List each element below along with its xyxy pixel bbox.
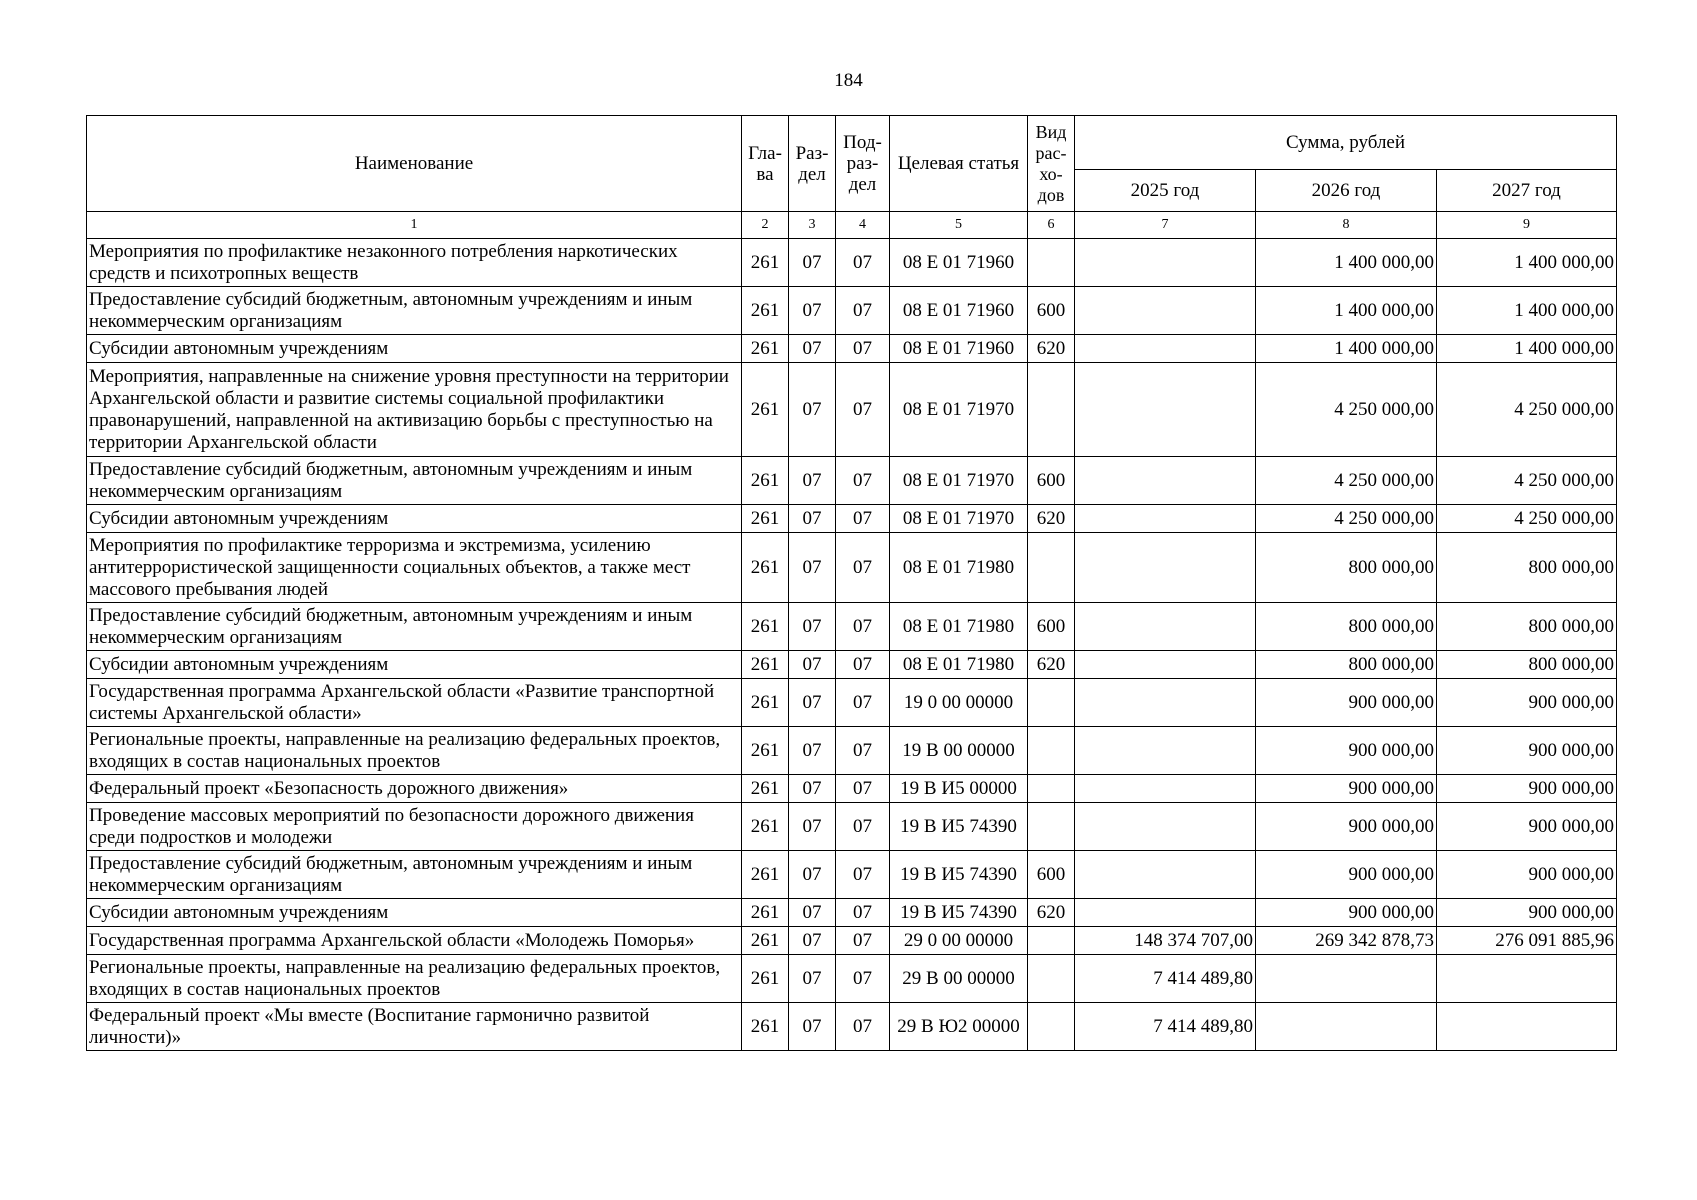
row-razdel: 07 xyxy=(789,803,836,851)
row-amount-2026 xyxy=(1256,955,1437,1003)
row-vid xyxy=(1028,927,1075,955)
row-amount-2026: 900 000,00 xyxy=(1256,679,1437,727)
row-amount-2025 xyxy=(1075,335,1256,363)
row-tselevaya: 29 В Ю2 00000 xyxy=(890,1003,1028,1051)
row-razdel: 07 xyxy=(789,239,836,287)
column-number: 7 xyxy=(1075,212,1256,239)
row-glava: 261 xyxy=(742,927,789,955)
column-number: 4 xyxy=(836,212,890,239)
row-amount-2025 xyxy=(1075,651,1256,679)
row-amount-2026: 1 400 000,00 xyxy=(1256,287,1437,335)
row-name: Государственная программа Архангельской области «Молодежь Поморья» xyxy=(87,927,742,955)
table-row xyxy=(87,651,1617,679)
row-amount-2025 xyxy=(1075,899,1256,927)
row-glava: 261 xyxy=(742,1003,789,1051)
row-glava: 261 xyxy=(742,533,789,603)
row-podrazdel: 07 xyxy=(836,287,890,335)
row-amount-2026: 900 000,00 xyxy=(1256,851,1437,899)
row-amount-2025 xyxy=(1075,803,1256,851)
row-amount-2025 xyxy=(1075,679,1256,727)
row-amount-2025 xyxy=(1075,363,1256,457)
row-vid xyxy=(1028,363,1075,457)
row-razdel: 07 xyxy=(789,1003,836,1051)
row-name: Предоставление субсидий бюджетным, автономным учреждениям и иным некоммерческим организациям xyxy=(87,851,742,899)
header-year-2027: 2027 год xyxy=(1437,170,1617,212)
row-amount-2027: 1 400 000,00 xyxy=(1437,239,1617,287)
row-glava: 261 xyxy=(742,679,789,727)
row-vid xyxy=(1028,239,1075,287)
row-glava: 261 xyxy=(742,363,789,457)
row-podrazdel: 07 xyxy=(836,603,890,651)
row-amount-2027: 900 000,00 xyxy=(1437,727,1617,775)
row-podrazdel: 07 xyxy=(836,851,890,899)
row-tselevaya: 19 В И5 74390 xyxy=(890,803,1028,851)
row-podrazdel: 07 xyxy=(836,239,890,287)
row-amount-2025 xyxy=(1075,533,1256,603)
row-vid xyxy=(1028,679,1075,727)
row-amount-2025 xyxy=(1075,727,1256,775)
row-glava: 261 xyxy=(742,505,789,533)
row-glava: 261 xyxy=(742,651,789,679)
table-row xyxy=(87,505,1617,533)
row-glava: 261 xyxy=(742,955,789,1003)
row-tselevaya: 19 В И5 74390 xyxy=(890,899,1028,927)
row-amount-2027: 800 000,00 xyxy=(1437,651,1617,679)
row-vid: 620 xyxy=(1028,651,1075,679)
table-row xyxy=(87,679,1617,727)
row-vid: 620 xyxy=(1028,505,1075,533)
row-razdel: 07 xyxy=(789,927,836,955)
row-amount-2027: 1 400 000,00 xyxy=(1437,335,1617,363)
row-name: Государственная программа Архангельской области «Развитие транспортной системы Архангельской области» xyxy=(87,679,742,727)
table-row xyxy=(87,927,1617,955)
column-number: 3 xyxy=(789,212,836,239)
row-amount-2025 xyxy=(1075,851,1256,899)
row-tselevaya: 08 Е 01 71960 xyxy=(890,287,1028,335)
row-podrazdel: 07 xyxy=(836,927,890,955)
header-podrazdel: Под- раз- дел xyxy=(836,116,890,212)
row-name: Предоставление субсидий бюджетным, автономным учреждениям и иным некоммерческим организациям xyxy=(87,287,742,335)
table-row xyxy=(87,363,1617,457)
row-razdel: 07 xyxy=(789,651,836,679)
row-amount-2026: 4 250 000,00 xyxy=(1256,505,1437,533)
row-amount-2026: 1 400 000,00 xyxy=(1256,335,1437,363)
row-amount-2027: 1 400 000,00 xyxy=(1437,287,1617,335)
row-amount-2027: 276 091 885,96 xyxy=(1437,927,1617,955)
row-amount-2026: 900 000,00 xyxy=(1256,727,1437,775)
row-vid: 600 xyxy=(1028,851,1075,899)
row-tselevaya: 19 В И5 74390 xyxy=(890,851,1028,899)
row-amount-2026 xyxy=(1256,1003,1437,1051)
row-amount-2025 xyxy=(1075,457,1256,505)
row-tselevaya: 08 Е 01 71970 xyxy=(890,457,1028,505)
row-amount-2026: 4 250 000,00 xyxy=(1256,363,1437,457)
table-body xyxy=(87,239,1617,1051)
table-row xyxy=(87,533,1617,603)
row-podrazdel: 07 xyxy=(836,363,890,457)
row-tselevaya: 29 В 00 00000 xyxy=(890,955,1028,1003)
row-amount-2025 xyxy=(1075,775,1256,803)
row-amount-2027: 900 000,00 xyxy=(1437,679,1617,727)
row-podrazdel: 07 xyxy=(836,775,890,803)
row-name: Мероприятия, направленные на снижение уровня преступности на территории Архангельской области и развитие системы социальной профилактики правонарушений, направленной на активизацию борьбы с преступностью на территории Архангельской области xyxy=(87,363,742,457)
row-razdel: 07 xyxy=(789,899,836,927)
row-name: Субсидии автономным учреждениям xyxy=(87,335,742,363)
row-tselevaya: 08 Е 01 71960 xyxy=(890,239,1028,287)
row-amount-2025 xyxy=(1075,505,1256,533)
header-year-2026: 2026 год xyxy=(1256,170,1437,212)
row-name: Предоставление субсидий бюджетным, автономным учреждениям и иным некоммерческим организациям xyxy=(87,603,742,651)
header-tselevaya: Целевая статья xyxy=(890,116,1028,212)
row-name: Федеральный проект «Мы вместе (Воспитание гармонично развитой личности)» xyxy=(87,1003,742,1051)
row-glava: 261 xyxy=(742,335,789,363)
header-year-2025: 2025 год xyxy=(1075,170,1256,212)
row-name: Региональные проекты, направленные на реализацию федеральных проектов, входящих в состав национальных проектов xyxy=(87,727,742,775)
row-glava: 261 xyxy=(742,899,789,927)
row-amount-2027: 900 000,00 xyxy=(1437,899,1617,927)
row-podrazdel: 07 xyxy=(836,955,890,1003)
table-row xyxy=(87,851,1617,899)
row-amount-2026: 800 000,00 xyxy=(1256,533,1437,603)
row-podrazdel: 07 xyxy=(836,335,890,363)
row-glava: 261 xyxy=(742,851,789,899)
budget-table xyxy=(86,115,1617,1051)
row-amount-2027: 800 000,00 xyxy=(1437,603,1617,651)
row-vid: 600 xyxy=(1028,603,1075,651)
row-amount-2025: 7 414 489,80 xyxy=(1075,1003,1256,1051)
row-podrazdel: 07 xyxy=(836,457,890,505)
table-row xyxy=(87,727,1617,775)
row-razdel: 07 xyxy=(789,335,836,363)
row-glava: 261 xyxy=(742,239,789,287)
table-row xyxy=(87,239,1617,287)
row-amount-2026: 800 000,00 xyxy=(1256,651,1437,679)
row-glava: 261 xyxy=(742,603,789,651)
row-glava: 261 xyxy=(742,287,789,335)
row-podrazdel: 07 xyxy=(836,727,890,775)
column-number: 1 xyxy=(87,212,742,239)
row-amount-2026: 900 000,00 xyxy=(1256,803,1437,851)
row-name: Предоставление субсидий бюджетным, автономным учреждениям и иным некоммерческим организациям xyxy=(87,457,742,505)
table-row xyxy=(87,603,1617,651)
column-number: 2 xyxy=(742,212,789,239)
row-amount-2025 xyxy=(1075,239,1256,287)
row-razdel: 07 xyxy=(789,775,836,803)
row-tselevaya: 19 0 00 00000 xyxy=(890,679,1028,727)
table-header xyxy=(87,116,1617,239)
row-podrazdel: 07 xyxy=(836,899,890,927)
row-amount-2025 xyxy=(1075,287,1256,335)
header-razdel: Раз- дел xyxy=(789,116,836,212)
table-row xyxy=(87,775,1617,803)
row-amount-2026: 800 000,00 xyxy=(1256,603,1437,651)
row-podrazdel: 07 xyxy=(836,1003,890,1051)
row-amount-2027: 4 250 000,00 xyxy=(1437,505,1617,533)
row-vid xyxy=(1028,955,1075,1003)
row-amount-2026: 4 250 000,00 xyxy=(1256,457,1437,505)
row-razdel: 07 xyxy=(789,851,836,899)
row-vid: 600 xyxy=(1028,457,1075,505)
row-podrazdel: 07 xyxy=(836,803,890,851)
table-row xyxy=(87,335,1617,363)
row-name: Мероприятия по профилактике терроризма и экстремизма, усилению антитеррористической защищенности социальных объектов, а также мест массового пребывания людей xyxy=(87,533,742,603)
row-vid xyxy=(1028,775,1075,803)
row-tselevaya: 08 Е 01 71970 xyxy=(890,505,1028,533)
row-amount-2027: 800 000,00 xyxy=(1437,533,1617,603)
table-row xyxy=(87,955,1617,1003)
row-razdel: 07 xyxy=(789,505,836,533)
row-tselevaya: 08 Е 01 71980 xyxy=(890,651,1028,679)
table-row xyxy=(87,899,1617,927)
row-vid: 620 xyxy=(1028,899,1075,927)
row-vid: 620 xyxy=(1028,335,1075,363)
row-vid xyxy=(1028,533,1075,603)
row-podrazdel: 07 xyxy=(836,533,890,603)
table-row xyxy=(87,803,1617,851)
header-vid: Вид рас- хо- дов xyxy=(1028,116,1075,212)
row-glava: 261 xyxy=(742,457,789,505)
column-number: 6 xyxy=(1028,212,1075,239)
column-number: 5 xyxy=(890,212,1028,239)
row-vid xyxy=(1028,727,1075,775)
row-amount-2026: 269 342 878,73 xyxy=(1256,927,1437,955)
row-razdel: 07 xyxy=(789,603,836,651)
row-tselevaya: 19 В И5 00000 xyxy=(890,775,1028,803)
header-name: Наименование xyxy=(87,116,742,212)
row-tselevaya: 19 В 00 00000 xyxy=(890,727,1028,775)
row-razdel: 07 xyxy=(789,533,836,603)
row-tselevaya: 29 0 00 00000 xyxy=(890,927,1028,955)
row-podrazdel: 07 xyxy=(836,505,890,533)
row-name: Мероприятия по профилактике незаконного потребления наркотических средств и психотропных веществ xyxy=(87,239,742,287)
row-razdel: 07 xyxy=(789,287,836,335)
row-razdel: 07 xyxy=(789,727,836,775)
row-podrazdel: 07 xyxy=(836,651,890,679)
column-number-row xyxy=(87,212,1617,239)
row-glava: 261 xyxy=(742,803,789,851)
row-amount-2027: 4 250 000,00 xyxy=(1437,457,1617,505)
row-tselevaya: 08 Е 01 71960 xyxy=(890,335,1028,363)
row-name: Проведение массовых мероприятий по безопасности дорожного движения среди подростков и молодежи xyxy=(87,803,742,851)
row-amount-2027: 900 000,00 xyxy=(1437,803,1617,851)
row-amount-2026: 1 400 000,00 xyxy=(1256,239,1437,287)
row-amount-2027: 900 000,00 xyxy=(1437,775,1617,803)
header-glava: Гла- ва xyxy=(742,116,789,212)
row-amount-2025: 148 374 707,00 xyxy=(1075,927,1256,955)
row-razdel: 07 xyxy=(789,363,836,457)
row-amount-2027 xyxy=(1437,1003,1617,1051)
row-amount-2025: 7 414 489,80 xyxy=(1075,955,1256,1003)
row-name: Субсидии автономным учреждениям xyxy=(87,505,742,533)
row-razdel: 07 xyxy=(789,457,836,505)
table-row xyxy=(87,287,1617,335)
row-amount-2025 xyxy=(1075,603,1256,651)
row-name: Региональные проекты, направленные на реализацию федеральных проектов, входящих в состав национальных проектов xyxy=(87,955,742,1003)
row-amount-2026: 900 000,00 xyxy=(1256,775,1437,803)
row-amount-2027 xyxy=(1437,955,1617,1003)
row-tselevaya: 08 Е 01 71980 xyxy=(890,533,1028,603)
row-amount-2026: 900 000,00 xyxy=(1256,899,1437,927)
row-tselevaya: 08 Е 01 71970 xyxy=(890,363,1028,457)
row-razdel: 07 xyxy=(789,679,836,727)
row-name: Субсидии автономным учреждениям xyxy=(87,651,742,679)
row-vid xyxy=(1028,1003,1075,1051)
column-number: 8 xyxy=(1256,212,1437,239)
row-podrazdel: 07 xyxy=(836,679,890,727)
row-amount-2027: 4 250 000,00 xyxy=(1437,363,1617,457)
row-glava: 261 xyxy=(742,727,789,775)
table-row xyxy=(87,457,1617,505)
header-summa: Сумма, рублей xyxy=(1075,116,1617,170)
row-razdel: 07 xyxy=(789,955,836,1003)
row-glava: 261 xyxy=(742,775,789,803)
row-name: Федеральный проект «Безопасность дорожного движения» xyxy=(87,775,742,803)
row-amount-2027: 900 000,00 xyxy=(1437,851,1617,899)
table-row xyxy=(87,1003,1617,1051)
page-number: 184 xyxy=(834,70,863,91)
row-name: Субсидии автономным учреждениям xyxy=(87,899,742,927)
row-tselevaya: 08 Е 01 71980 xyxy=(890,603,1028,651)
column-number: 9 xyxy=(1437,212,1617,239)
row-vid: 600 xyxy=(1028,287,1075,335)
row-vid xyxy=(1028,803,1075,851)
